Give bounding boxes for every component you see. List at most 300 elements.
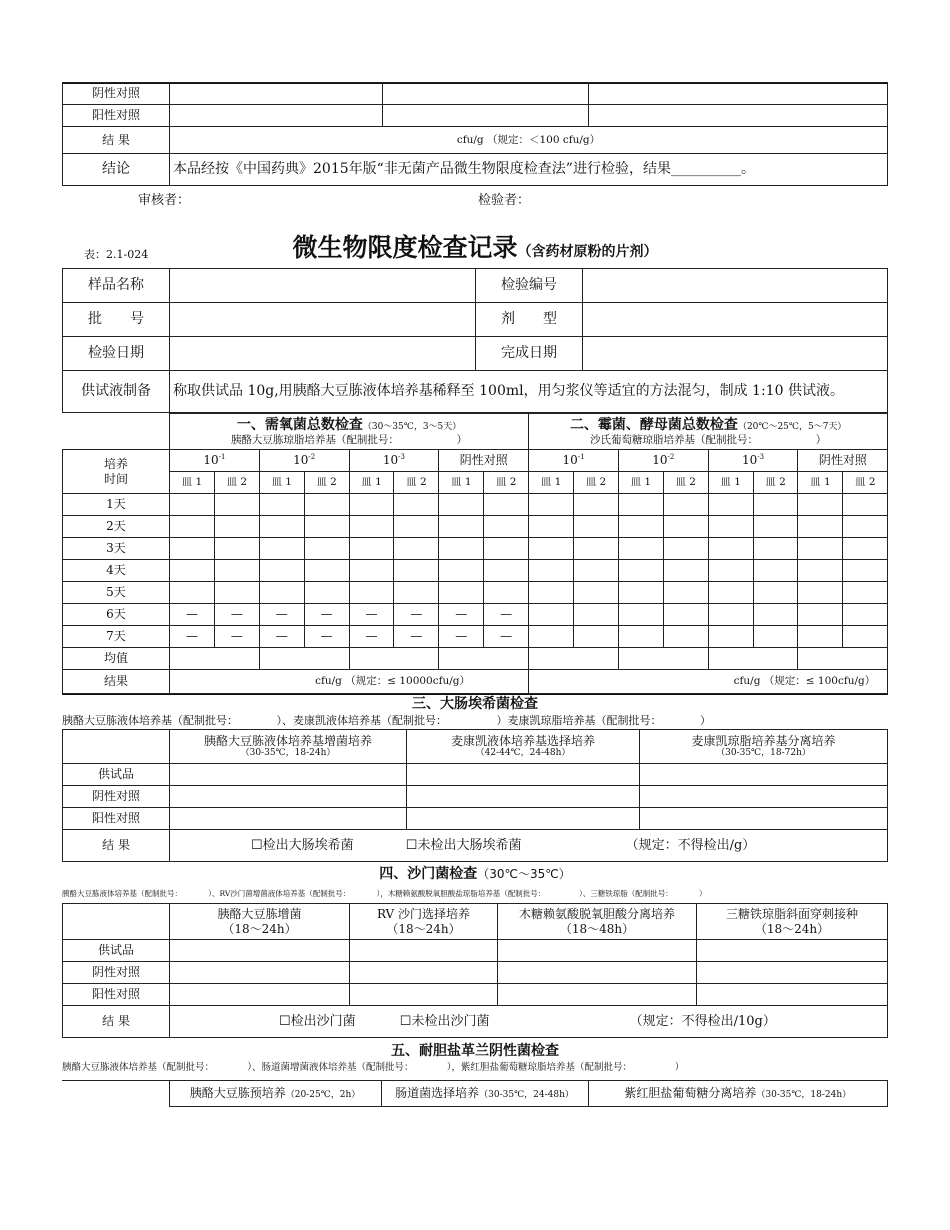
count-cell[interactable] — [574, 560, 619, 582]
day-row — [63, 538, 888, 560]
ecoli-col2 — [407, 730, 640, 764]
aerobic-header — [170, 414, 529, 450]
count-cell[interactable] — [708, 626, 753, 648]
count-cell[interactable] — [170, 538, 215, 560]
col-title: 三糖铁琼脂斜面穿刺接种 — [725, 907, 858, 922]
sal-cond: （30℃～35℃） — [477, 867, 571, 881]
ecoli-not-detected-checkbox[interactable]: ☐未检出大肠埃希菌 — [405, 837, 522, 853]
count-cell[interactable] — [259, 538, 304, 560]
count-cell[interactable] — [170, 582, 215, 604]
mean-label: 均值 — [63, 648, 170, 670]
bile-col3 — [588, 1081, 888, 1107]
dish-label: 皿 1 — [618, 472, 663, 494]
mold-result: cfu/g （规定：≤ 100cfu/g） — [529, 670, 888, 694]
count-cell[interactable] — [843, 560, 888, 582]
col-title: 胰酪大豆胨预培养 — [189, 1086, 286, 1101]
count-cell[interactable] — [394, 560, 439, 582]
sal-title-text: 四、沙门菌检查 — [379, 866, 478, 882]
sal-result-label: 结 果 — [63, 1006, 170, 1038]
count-cell[interactable] — [708, 494, 753, 516]
dish-label: 皿 1 — [170, 472, 215, 494]
col-title: RV 沙门选择培养 — [376, 907, 471, 922]
cell[interactable] — [589, 83, 888, 105]
ecoli-title: 三、大肠埃希菌检查 — [412, 696, 538, 712]
day-label: 6天 — [63, 604, 170, 626]
count-cell[interactable] — [574, 626, 619, 648]
count-cell[interactable] — [798, 538, 843, 560]
sample-info-table — [62, 268, 888, 413]
sal-col3 — [498, 904, 697, 940]
cell[interactable] — [407, 786, 640, 808]
day-row — [63, 604, 888, 626]
day-row — [63, 626, 888, 648]
count-cell[interactable] — [484, 494, 529, 516]
batch-no-field[interactable] — [170, 303, 476, 337]
day-rows — [63, 494, 888, 648]
count-cell[interactable] — [170, 516, 215, 538]
cell[interactable] — [498, 984, 697, 1006]
day-row — [63, 494, 888, 516]
cell[interactable] — [640, 808, 888, 830]
time-label: 培养 时间 — [63, 450, 170, 494]
dish-label: 皿 1 — [259, 472, 304, 494]
count-cell[interactable] — [798, 626, 843, 648]
count-cell: — — [484, 626, 529, 648]
bile-col2 — [381, 1081, 588, 1107]
count-cell[interactable] — [618, 516, 663, 538]
count-cell[interactable] — [843, 538, 888, 560]
count-cell[interactable] — [439, 538, 484, 560]
sal-not-detected-checkbox[interactable]: ☐未检出沙门菌 — [399, 1013, 490, 1029]
ecoli-row-label: 阳性对照 — [63, 808, 170, 830]
reviewer-label: 审核者： — [138, 192, 191, 208]
ecoli-row-label: 阴性对照 — [63, 786, 170, 808]
count-cell[interactable] — [439, 516, 484, 538]
count-cell[interactable] — [843, 494, 888, 516]
mold-header — [529, 414, 888, 450]
sal-row-label: 供试品 — [63, 940, 170, 962]
count-cell[interactable] — [753, 604, 798, 626]
count-cell[interactable] — [663, 604, 708, 626]
count-cell[interactable] — [574, 538, 619, 560]
title-main: 微生物限度检查记录 — [292, 233, 518, 262]
count-cell[interactable] — [529, 494, 574, 516]
col-title: 肠道菌选择培养 — [395, 1086, 480, 1101]
count-cell[interactable] — [753, 582, 798, 604]
ecoli-col1 — [170, 730, 407, 764]
count-cell: — — [439, 604, 484, 626]
count-cell[interactable] — [214, 516, 259, 538]
col-cond: （18～24h） — [754, 921, 830, 936]
count-cell[interactable] — [663, 626, 708, 648]
cell[interactable] — [350, 984, 498, 1006]
count-cell[interactable] — [708, 560, 753, 582]
aerobic-title: 一、需氧菌总数检查 — [236, 417, 363, 434]
dil-base: 10 — [382, 453, 399, 468]
dil-exp: -2 — [308, 453, 316, 462]
cell[interactable] — [170, 808, 407, 830]
dish-label: 皿 1 — [798, 472, 843, 494]
count-cell[interactable] — [529, 582, 574, 604]
count-cell[interactable] — [394, 494, 439, 516]
count-cell[interactable] — [214, 538, 259, 560]
dish-label: 皿 2 — [574, 472, 619, 494]
blank — [63, 904, 170, 940]
bile-title: 五、耐胆盐革兰阴性菌检查 — [391, 1043, 559, 1059]
sal-col1 — [170, 904, 350, 940]
count-cell: — — [170, 626, 215, 648]
aer-dil-3 — [349, 450, 439, 472]
count-cell[interactable] — [439, 582, 484, 604]
col-cond: （30-35℃，24-48h） — [479, 1090, 574, 1101]
mold-dil-1 — [529, 450, 619, 472]
count-cell: — — [394, 626, 439, 648]
count-cell[interactable] — [394, 582, 439, 604]
count-cell[interactable] — [259, 494, 304, 516]
dil-exp: -3 — [757, 453, 765, 462]
cell[interactable] — [498, 940, 697, 962]
form-title-bar — [62, 220, 888, 268]
cell[interactable] — [170, 105, 383, 127]
sample-name-label: 样品名称 — [63, 269, 170, 303]
count-cell[interactable] — [529, 604, 574, 626]
result-rule: cfu/g （规定：＜100 cfu/g） — [170, 127, 888, 154]
cell[interactable] — [383, 105, 589, 127]
mold-dil-2 — [618, 450, 708, 472]
count-cell: — — [349, 604, 394, 626]
ecoli-result — [170, 830, 888, 862]
count-cell: — — [170, 604, 215, 626]
dish-label: 皿 1 — [349, 472, 394, 494]
count-cell[interactable] — [484, 560, 529, 582]
cell[interactable] — [170, 984, 350, 1006]
cell[interactable] — [697, 940, 888, 962]
sample-name-field[interactable] — [170, 269, 476, 303]
count-cell[interactable] — [708, 538, 753, 560]
cell[interactable] — [383, 83, 589, 105]
count-cell: — — [484, 604, 529, 626]
dish-label: 皿 1 — [529, 472, 574, 494]
cell[interactable] — [170, 940, 350, 962]
ecoli-row-label: 供试品 — [63, 764, 170, 786]
col-cond: （30-35℃，18-72h） — [716, 748, 811, 759]
dil-base: 10 — [293, 453, 309, 468]
dil-exp: -1 — [218, 453, 226, 462]
mean-cell[interactable] — [708, 648, 798, 670]
cell[interactable] — [407, 764, 640, 786]
count-cell[interactable] — [439, 494, 484, 516]
count-cell[interactable] — [753, 626, 798, 648]
ecoli-rule: （规定：不得检出/g） — [625, 837, 756, 853]
dil-base: 10 — [742, 453, 758, 468]
prep-text: 称取供试品 10g,用胰酪大豆胨液体培养基稀释至 100ml，用匀浆仪等适宜的方法混匀，制成 1:10 供试液。 — [170, 371, 888, 413]
count-cell[interactable] — [304, 582, 349, 604]
finish-date-field[interactable] — [583, 337, 888, 371]
sal-col4 — [697, 904, 888, 940]
cell[interactable] — [170, 83, 383, 105]
count-cell[interactable] — [798, 560, 843, 582]
count-cell[interactable] — [843, 626, 888, 648]
count-cell[interactable] — [529, 538, 574, 560]
count-cell[interactable] — [259, 560, 304, 582]
dish-label: 皿 2 — [304, 472, 349, 494]
col-cond: （18～24h） — [386, 921, 461, 936]
count-cell[interactable] — [484, 582, 529, 604]
neg-control-label: 阴性对照 — [63, 83, 170, 105]
mean-cell[interactable] — [259, 648, 349, 670]
count-cell[interactable] — [349, 582, 394, 604]
bile-col1 — [169, 1081, 381, 1107]
record-page — [62, 82, 888, 1107]
mold-neg-ctrl: 阴性对照 — [798, 450, 888, 472]
count-cell[interactable] — [574, 516, 619, 538]
mold-title: 二、霉菌、酵母菌总数检查 — [569, 417, 738, 434]
count-cell: — — [214, 626, 259, 648]
aerobic-cond: （30～35℃，3～5天） — [362, 422, 462, 433]
count-cell[interactable] — [214, 582, 259, 604]
count-cell: — — [394, 604, 439, 626]
dish-label: 皿 2 — [394, 472, 439, 494]
day-label: 5天 — [63, 582, 170, 604]
count-cell[interactable] — [484, 538, 529, 560]
form-number: 表：2.1-024 — [84, 248, 149, 261]
dish-label: 皿 2 — [843, 472, 888, 494]
count-table — [62, 413, 888, 694]
inspect-date-field[interactable] — [170, 337, 476, 371]
sal-row-label: 阴性对照 — [63, 962, 170, 984]
count-cell[interactable] — [484, 516, 529, 538]
ecoli-col3 — [640, 730, 888, 764]
cell[interactable] — [697, 984, 888, 1006]
bile-table — [62, 1080, 888, 1107]
count-cell[interactable] — [259, 516, 304, 538]
dil-base: 10 — [203, 453, 219, 468]
prep-label: 供试液制备 — [63, 371, 170, 413]
inspect-no-field[interactable] — [583, 269, 888, 303]
count-cell[interactable] — [798, 582, 843, 604]
count-cell[interactable] — [708, 604, 753, 626]
ecoli-detected-checkbox[interactable]: ☐检出大肠埃希菌 — [251, 837, 354, 853]
day-label: 1天 — [63, 494, 170, 516]
sal-detected-checkbox[interactable]: ☐检出沙门菌 — [279, 1013, 356, 1029]
cell[interactable] — [350, 962, 498, 984]
sal-result — [170, 1006, 888, 1038]
result-label: 结 果 — [63, 127, 170, 154]
title-sub: （含药材原粉的片剂） — [517, 244, 658, 260]
day-label: 2天 — [63, 516, 170, 538]
count-cell[interactable] — [618, 494, 663, 516]
col-cond: （30-35℃，18-24h） — [756, 1090, 852, 1101]
day-row — [63, 516, 888, 538]
count-cell[interactable] — [663, 494, 708, 516]
batch-no-label: 批 号 — [63, 303, 170, 337]
col-cond: （20-25℃，2h） — [285, 1090, 361, 1101]
count-cell: — — [349, 626, 394, 648]
ecoli-table — [62, 729, 888, 862]
count-cell[interactable] — [618, 582, 663, 604]
count-cell[interactable] — [843, 582, 888, 604]
dil-exp: -2 — [667, 453, 675, 462]
day-row — [63, 560, 888, 582]
dish-label: 皿 1 — [708, 472, 753, 494]
cell[interactable] — [589, 105, 888, 127]
bile-media: 胰酪大豆胨液体培养基（配制批号： ）、肠道菌增菌液体培养基（配制批号： ），紫红胆盐葡萄糖琼脂培养基（配制批号： ） — [62, 1062, 685, 1073]
dil-base: 10 — [562, 453, 578, 468]
finish-date-label: 完成日期 — [476, 337, 583, 371]
mean-cell[interactable] — [798, 648, 888, 670]
cell[interactable] — [640, 786, 888, 808]
count-cell[interactable] — [618, 560, 663, 582]
count-cell[interactable] — [349, 538, 394, 560]
count-cell[interactable] — [708, 516, 753, 538]
sal-row-label: 阳性对照 — [63, 984, 170, 1006]
dish-label: 皿 1 — [439, 472, 484, 494]
cell[interactable] — [498, 962, 697, 984]
ecoli-media: 胰酪大豆胨液体培养基（配制批号： ）、麦康凯液体培养基（配制批号： ）麦康凯琼脂培养基（配制批号： ） — [62, 714, 711, 727]
salmonella-table — [62, 903, 888, 1038]
aerobic-medium: 胰酪大豆胨琼脂培养基（配制批号： ） — [230, 433, 468, 446]
count-cell[interactable] — [753, 516, 798, 538]
count-cell: — — [259, 604, 304, 626]
count-cell[interactable] — [170, 560, 215, 582]
count-cell[interactable] — [843, 604, 888, 626]
col-title: 胰酪大豆胨液体培养基增菌培养 — [203, 733, 372, 748]
count-cell[interactable] — [304, 516, 349, 538]
count-cell[interactable] — [618, 538, 663, 560]
mold-cond: （20℃～25℃，5～7天） — [737, 422, 847, 433]
ecoli-result-label: 结 果 — [63, 830, 170, 862]
inspect-date-label: 检验日期 — [63, 337, 170, 371]
cell[interactable] — [170, 962, 350, 984]
mean-cell[interactable] — [618, 648, 708, 670]
blank — [62, 1081, 169, 1107]
cell[interactable] — [170, 786, 407, 808]
count-cell[interactable] — [618, 626, 663, 648]
count-cell[interactable] — [798, 494, 843, 516]
inspector-label: 检验者： — [478, 192, 531, 208]
day-label: 3天 — [63, 538, 170, 560]
count-cell[interactable] — [529, 516, 574, 538]
count-cell[interactable] — [663, 516, 708, 538]
col-title: 麦康凯琼脂培养基分离培养 — [691, 733, 836, 748]
aerobic-result: cfu/g （规定：≤ 10000cfu/g） — [170, 670, 529, 694]
signature-row — [62, 186, 888, 210]
dish-label: 皿 2 — [214, 472, 259, 494]
count-cell[interactable] — [349, 494, 394, 516]
dish-label: 皿 2 — [663, 472, 708, 494]
count-cell[interactable] — [394, 516, 439, 538]
count-cell[interactable] — [304, 560, 349, 582]
count-cell[interactable] — [349, 560, 394, 582]
col-title: 胰酪大豆胨增菌 — [217, 907, 302, 922]
mold-medium: 沙氏葡萄糖琼脂培养基（配制批号： ） — [590, 433, 827, 446]
count-cell[interactable] — [753, 560, 798, 582]
conclusion-text: 本品经按《中国药典》2015年版“非无菌产品微生物限度检查法”进行检验，结果__________。 — [170, 154, 888, 186]
form-title — [62, 228, 888, 264]
count-cell[interactable] — [304, 494, 349, 516]
dish-label: 皿 2 — [484, 472, 529, 494]
mean-cell[interactable] — [349, 648, 439, 670]
cell[interactable] — [350, 940, 498, 962]
mean-cell[interactable] — [170, 648, 260, 670]
col-title: 木糖赖氨酸脱氧胆酸分离培养 — [518, 907, 675, 922]
pos-control-label: 阳性对照 — [63, 105, 170, 127]
count-cell[interactable] — [753, 494, 798, 516]
day-label: 4天 — [63, 560, 170, 582]
count-cell[interactable] — [529, 560, 574, 582]
count-cell: — — [304, 604, 349, 626]
count-cell[interactable] — [304, 538, 349, 560]
aer-dil-2 — [259, 450, 349, 472]
count-cell[interactable] — [574, 582, 619, 604]
count-cell[interactable] — [214, 560, 259, 582]
col-cond: （42-44℃，24-48h） — [475, 748, 571, 759]
count-cell[interactable] — [394, 538, 439, 560]
sal-col2 — [350, 904, 498, 940]
cell[interactable] — [170, 764, 407, 786]
conclusion-label: 结论 — [63, 154, 170, 186]
count-cell[interactable] — [798, 516, 843, 538]
inspect-no-label: 检验编号 — [476, 269, 583, 303]
mean-cell[interactable] — [529, 648, 619, 670]
mold-dil-3 — [708, 450, 798, 472]
col-cond: （30-35℃，18-24h） — [240, 748, 336, 759]
previous-section-table — [62, 82, 888, 186]
col-cond: （18～48h） — [559, 921, 635, 936]
dosage-field[interactable] — [583, 303, 888, 337]
count-cell[interactable] — [708, 582, 753, 604]
count-cell[interactable] — [663, 560, 708, 582]
col-title: 麦康凯液体培养基选择培养 — [450, 733, 595, 748]
aer-neg-ctrl: 阴性对照 — [439, 450, 529, 472]
col-cond: （18～24h） — [222, 921, 297, 936]
count-cell[interactable] — [843, 516, 888, 538]
count-cell[interactable] — [663, 582, 708, 604]
count-cell[interactable] — [529, 626, 574, 648]
count-result-label: 结果 — [63, 670, 170, 694]
count-cell[interactable] — [574, 494, 619, 516]
cell[interactable] — [697, 962, 888, 984]
count-cell: — — [214, 604, 259, 626]
count-cell[interactable] — [349, 516, 394, 538]
aer-dil-1 — [170, 450, 260, 472]
blank — [63, 414, 170, 450]
count-cell[interactable] — [798, 604, 843, 626]
cell[interactable] — [407, 808, 640, 830]
count-cell[interactable] — [618, 604, 663, 626]
mean-cell[interactable] — [439, 648, 529, 670]
dosage-label: 剂 型 — [476, 303, 583, 337]
count-cell: — — [259, 626, 304, 648]
count-cell[interactable] — [259, 582, 304, 604]
dil-exp: -1 — [577, 453, 585, 462]
count-cell: — — [439, 626, 484, 648]
cell[interactable] — [640, 764, 888, 786]
count-cell[interactable] — [170, 494, 215, 516]
count-cell[interactable] — [574, 604, 619, 626]
sal-rule: （规定：不得检出/10g） — [629, 1013, 776, 1029]
salmonella-title — [62, 865, 888, 883]
col-title: 紫红胆盐葡萄糖分离培养 — [624, 1086, 757, 1101]
count-cell: — — [304, 626, 349, 648]
count-cell[interactable] — [214, 494, 259, 516]
count-cell[interactable] — [753, 538, 798, 560]
dil-base: 10 — [652, 453, 668, 468]
count-cell[interactable] — [663, 538, 708, 560]
day-label: 7天 — [63, 626, 170, 648]
count-cell[interactable] — [439, 560, 484, 582]
dil-exp: -3 — [398, 453, 405, 462]
